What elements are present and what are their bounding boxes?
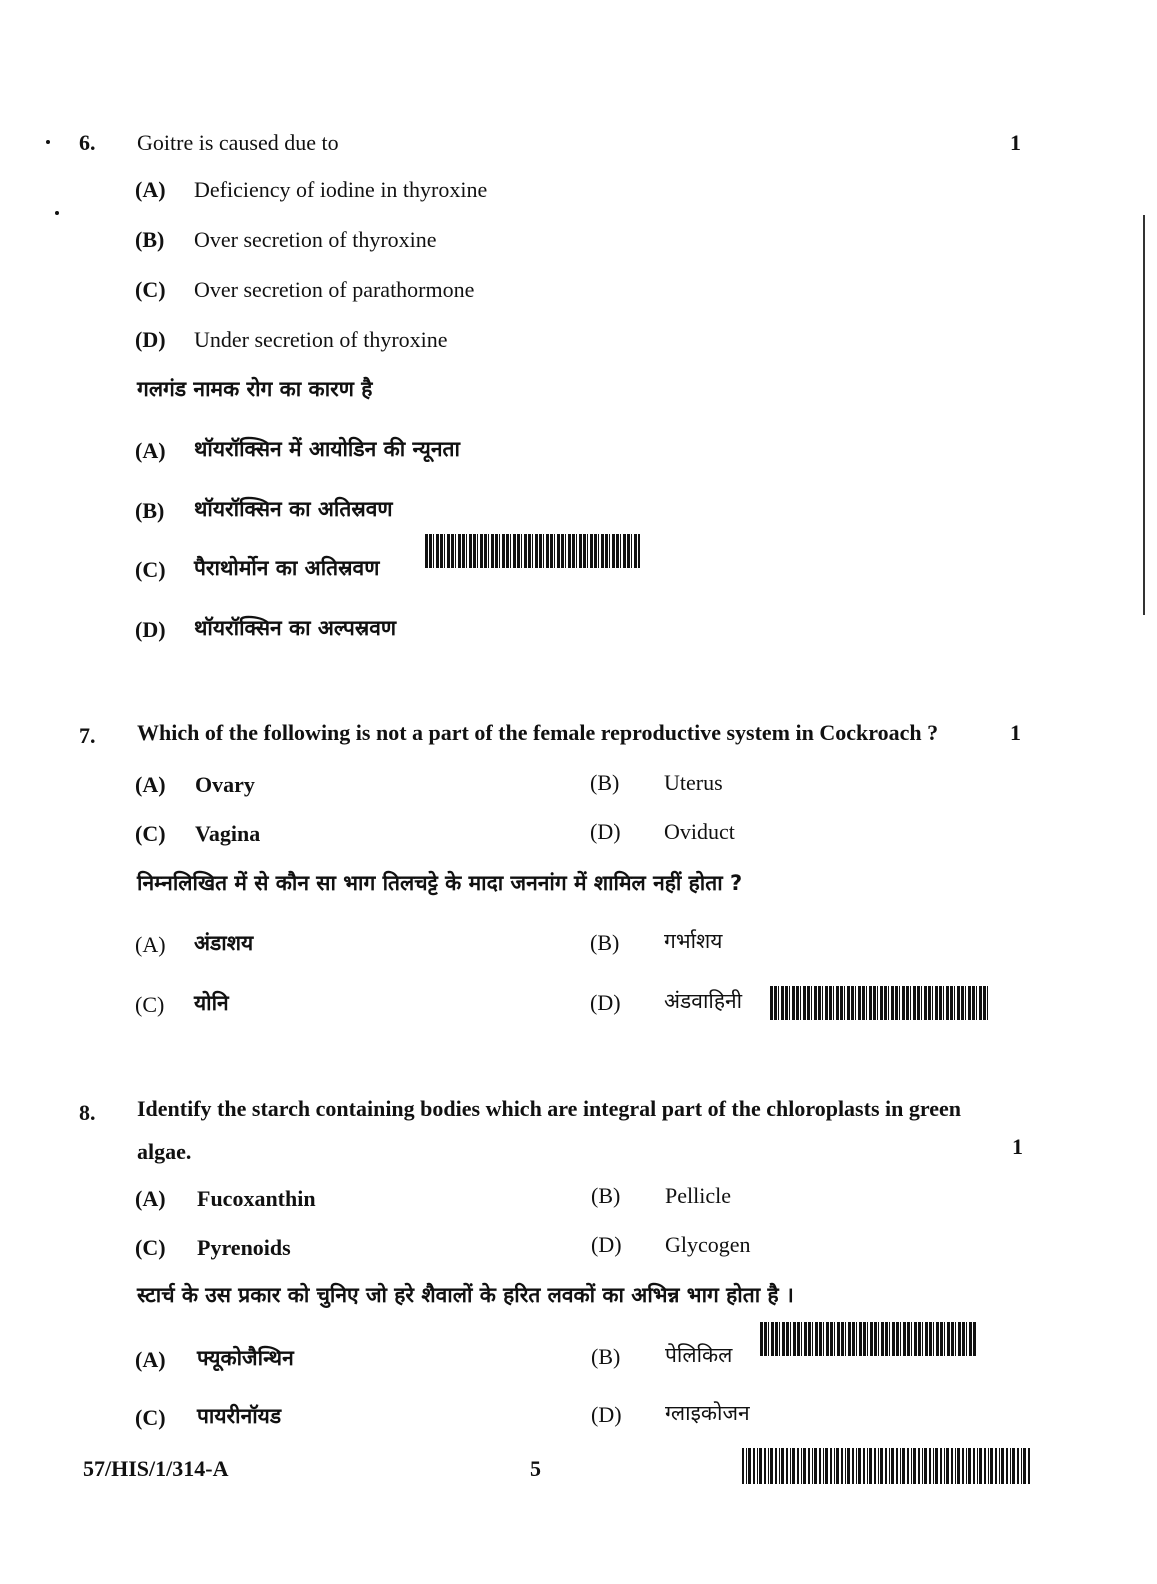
option-text: Glycogen [665, 1232, 751, 1257]
option-label: (B) [135, 498, 165, 523]
option-text-hindi: थॉयरॉक्सिन में आयोडिन की न्यूनता [194, 437, 460, 461]
option-text-hindi: पैराथोर्मोन का अतिस्रवण [194, 556, 380, 580]
option-text-hindi: अंडाशय [194, 931, 254, 955]
option-label: (C) [135, 821, 166, 846]
option-label: (A) [135, 1347, 166, 1372]
option-label: (D) [591, 1232, 622, 1257]
question-text [137, 720, 938, 746]
option-text: Vagina [195, 821, 261, 846]
question-marks: 1 [1012, 1134, 1023, 1159]
option-text: Over secretion of parathormone [194, 277, 475, 302]
option-text: Uterus [664, 770, 723, 795]
option-text-hindi: थॉयरॉक्सिन का अतिस्रवण [194, 497, 393, 521]
option-label: (C) [135, 1405, 166, 1430]
question-text-hindi: गलगंड नामक रोग का कारण है [137, 377, 373, 401]
option-label: (B) [135, 227, 165, 252]
barcode [770, 986, 988, 1020]
page-edge-line [1143, 215, 1145, 615]
option-label: (B) [591, 1183, 621, 1208]
question-marks: 1 [1010, 720, 1021, 745]
option-text-hindi: पेलिकिल [665, 1343, 733, 1367]
option-label: (A) [135, 772, 166, 797]
scan-mark [46, 140, 50, 144]
option-text-hindi: फ्यूकोजैन्थिन [197, 1346, 294, 1370]
option-text: Over secretion of thyroxine [194, 227, 437, 252]
option-label: (B) [590, 770, 620, 795]
option-label: (B) [590, 930, 620, 955]
question-text-content: Which of the following is not a part of the female reproductive system in Cockroach ? [137, 720, 939, 745]
question-text-line2: algae. [137, 1139, 192, 1164]
option-label: (A) [135, 1186, 166, 1211]
option-label: (A) [135, 932, 166, 957]
question-number: 6. [79, 130, 96, 155]
question-text-line1: Identify the starch containing bodies which are integral part of the chloroplasts in green [137, 1096, 961, 1121]
option-label: (D) [135, 327, 166, 352]
option-text: Fucoxanthin [197, 1186, 316, 1211]
option-text: Ovary [195, 772, 255, 797]
option-text-hindi: अंडवाहिनी [664, 989, 743, 1013]
option-label: (D) [135, 617, 166, 642]
option-label: (C) [135, 277, 166, 302]
option-label: (C) [135, 992, 165, 1017]
option-text: Pyrenoids [197, 1235, 291, 1260]
paper-code: 57/HIS/1/314-A [83, 1456, 229, 1481]
option-text-hindi: योनि [194, 991, 229, 1015]
option-text: Oviduct [664, 819, 735, 844]
page-number: 5 [530, 1456, 541, 1481]
option-text: Under secretion of thyroxine [194, 327, 448, 352]
option-label: (D) [590, 990, 621, 1015]
option-label: (D) [591, 1402, 622, 1427]
barcode [760, 1322, 976, 1356]
option-text-hindi: पायरीनॉयड [197, 1404, 282, 1428]
question-text-hindi: निम्नलिखित में से कौन सा भाग तिलचट्टे के मादा जननांग में शामिल नहीं होता ? [137, 871, 743, 895]
question-text: Goitre is caused due to [137, 130, 339, 155]
barcode [425, 534, 640, 568]
question-text-hindi: स्टार्च के उस प्रकार को चुनिए जो हरे शैवालों के हरित लवकों का अभिन्न भाग होता है । [137, 1283, 794, 1307]
option-label: (A) [135, 177, 166, 202]
footer-barcode [742, 1448, 1030, 1484]
option-label: (D) [590, 819, 621, 844]
option-label: (C) [135, 1235, 166, 1260]
question-number: 7. [79, 723, 96, 748]
option-label: (A) [135, 438, 166, 463]
option-label: (B) [591, 1344, 621, 1369]
option-text: Pellicle [665, 1183, 731, 1208]
option-text-hindi: गर्भाशय [664, 929, 723, 953]
option-label: (C) [135, 557, 166, 582]
scan-mark [55, 211, 59, 215]
option-text-hindi: थॉयरॉक्सिन का अल्पस्रवण [194, 616, 397, 640]
option-text: Deficiency of iodine in thyroxine [194, 177, 488, 202]
option-text-hindi: ग्लाइकोजन [665, 1401, 750, 1425]
question-number: 8. [79, 1100, 96, 1125]
question-marks: 1 [1010, 130, 1021, 155]
